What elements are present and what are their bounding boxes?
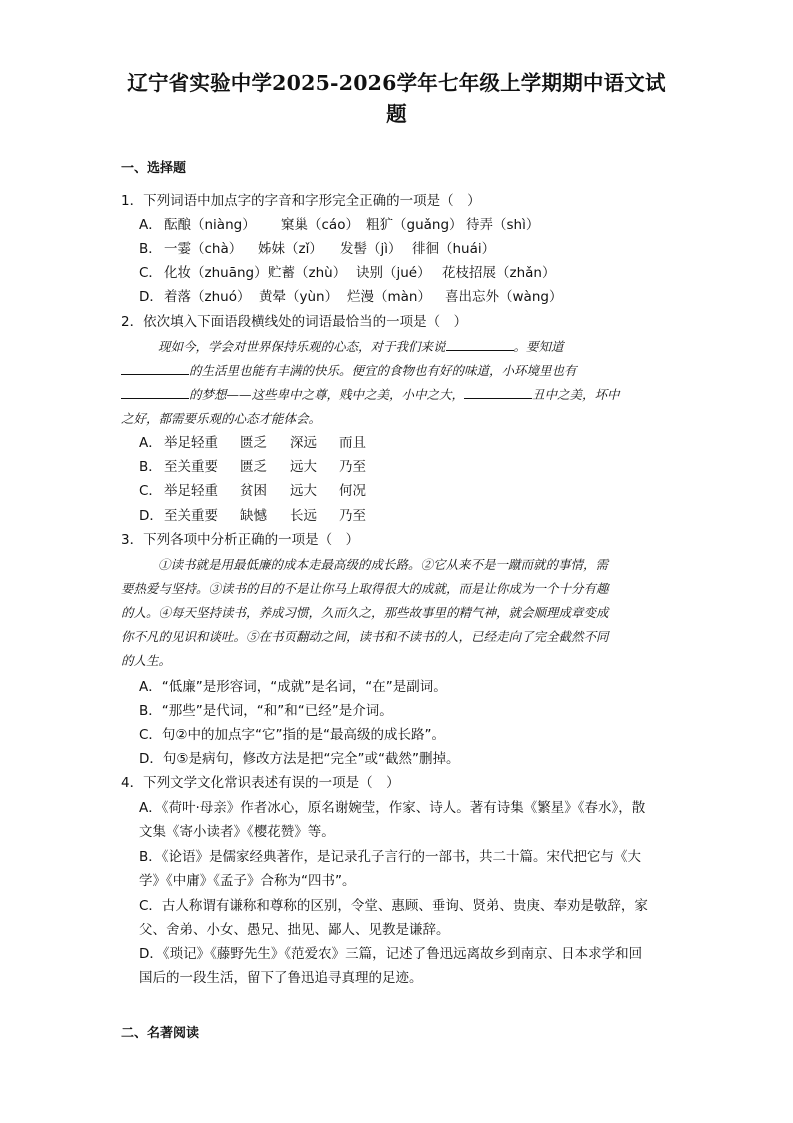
- option-word: 粗犷（guǎng）: [366, 217, 463, 233]
- option-word: 花枝招展（zhǎn）: [442, 265, 556, 281]
- fill-blank-3: [121, 386, 189, 399]
- passage-text: 的生活里也能有丰满的快乐。便宜的食物也有好的味道，小环境里也有: [189, 363, 577, 378]
- question-1-option-a: [139, 215, 539, 235]
- option-word: 黄晕（yùn）: [259, 289, 339, 305]
- question-4-option-c-line-1: C．古人称谓有谦称和尊称的区别，令堂、惠顾、垂询、贤弟、贵庚、奉劝是敬辞，家: [139, 898, 648, 914]
- title-line-1: 辽宁省实验中学2025-2026学年七年级上学期期中语文试: [127, 71, 666, 95]
- option-word: 长远: [290, 508, 317, 524]
- option-word: 至关重要: [164, 459, 218, 475]
- section-heading-classics: 二、名著阅读: [121, 1026, 200, 1041]
- option-word: 酝酿（niàng）: [164, 217, 256, 233]
- passage-text: 丑中之美，坏中: [532, 387, 620, 402]
- option-word: 窠巢（cáo）: [281, 217, 359, 233]
- question-2-option-b: [139, 457, 366, 477]
- option-word: 举足轻重: [164, 435, 218, 451]
- option-label: B．: [139, 241, 162, 257]
- question-4-option-b-line-1: B．《论语》是儒家经典著作，是记录孔子言行的一部书，共二十篇。宋代把它与《大: [139, 849, 642, 865]
- option-word: 化妆（zhuāng）: [164, 265, 268, 281]
- question-1-option-c: [139, 263, 555, 283]
- question-2-option-a: [139, 433, 366, 453]
- page-title: [90, 68, 703, 130]
- question-3-passage-line-3: 的人。④每天坚持读书，养成习惯，久而久之，那些故事里的精气神，就会顺理成章变成: [121, 605, 609, 620]
- option-word: 远大: [290, 483, 317, 499]
- question-2-passage-line-1: [158, 337, 564, 357]
- question-3-passage-line-4: 你不凡的见识和谈吐。⑤在书页翻动之间，读书和不读书的人，已经走向了完全截然不同: [121, 629, 609, 644]
- fill-blank-1: [446, 338, 514, 351]
- option-label: D．: [139, 289, 163, 305]
- question-4-option-d-line-2: 国后的一段生活，留下了鲁迅追寻真理的足迹。: [139, 970, 423, 986]
- option-word: 发髻（jì）: [340, 241, 402, 257]
- question-3-passage-line-5: 的人生。: [121, 653, 172, 668]
- option-word: 匮乏: [240, 435, 267, 451]
- option-word: 着落（zhuó）: [164, 289, 251, 305]
- option-label: C．: [139, 483, 162, 499]
- fill-blank-2: [121, 362, 189, 375]
- question-3-option-d: D．句⑤是病句，修改方法是把“完全”或“截然”删掉。: [139, 751, 460, 767]
- question-4-stem: 4．下列文学文化常识表述有误的一项是（ ）: [121, 775, 400, 791]
- question-2-option-d: [139, 506, 366, 526]
- question-2-passage-line-3: [121, 385, 620, 405]
- option-word: 深远: [290, 435, 317, 451]
- passage-text: 现如今，学会对世界保持乐观的心态，对于我们来说: [158, 339, 446, 354]
- question-2-passage-line-4: 之好，都需要乐观的心态才能体会。: [121, 411, 322, 426]
- option-word: 缺憾: [240, 508, 267, 524]
- option-word: 贮蓄（zhù）: [268, 265, 347, 281]
- question-3-passage-line-1: ①读书就是用最低廉的成本走最高级的成长路。②它从来不是一蹴而就的事情，需: [158, 557, 609, 572]
- option-word: 诀别（jué）: [356, 265, 431, 281]
- section-heading-choice: 一、选择题: [121, 161, 187, 176]
- option-label: C．: [139, 265, 162, 281]
- question-4-option-c-line-2: 父、舍弟、小女、愚兄、拙见、鄙人、见教是谦辞。: [139, 922, 450, 938]
- passage-text: 的梦想——这些卑中之尊，贱中之美，小中之大，: [189, 387, 465, 402]
- fill-blank-4: [464, 386, 532, 399]
- option-word: 至关重要: [164, 508, 218, 524]
- option-word: 贫困: [240, 483, 267, 499]
- option-word: 待弄（shì）: [466, 217, 540, 233]
- question-4-option-d-line-1: D．《琐记》《藤野先生》《范爱农》三篇，记述了鲁迅远离故乡到南京、日本求学和回: [139, 946, 643, 962]
- option-word: 姊妹（zǐ）: [258, 241, 323, 257]
- question-2-passage-line-2: [121, 361, 577, 381]
- question-1-option-b: [139, 239, 495, 259]
- option-word: 乃至: [339, 459, 366, 475]
- option-word: 徘徊（huái）: [412, 241, 496, 257]
- option-word: 喜出忘外（wàng）: [445, 289, 563, 305]
- passage-text: 。要知道: [513, 339, 564, 354]
- question-3-option-c: C．句②中的加点字“它”指的是“最高级的成长路”。: [139, 727, 446, 743]
- question-1-option-d: [139, 287, 562, 307]
- option-word: 一霎（chà）: [164, 241, 243, 257]
- option-label: A．: [139, 435, 162, 451]
- option-label: A．: [139, 217, 162, 233]
- option-word: 远大: [290, 459, 317, 475]
- question-1-stem: 1．下列词语中加点字的字音和字形完全正确的一项是（ ）: [121, 193, 481, 209]
- option-word: 烂漫（màn）: [347, 289, 431, 305]
- question-2-option-c: [139, 481, 366, 501]
- option-label: D．: [139, 508, 163, 524]
- title-line-2: 题: [386, 102, 407, 126]
- question-3-passage-line-2: 要热爱与坚持。③读书的目的不是让你马上取得很大的成就，而是让你成为一个十分有趣: [121, 581, 609, 596]
- option-word: 乃至: [339, 508, 366, 524]
- option-label: B．: [139, 459, 162, 475]
- option-word: 举足轻重: [164, 483, 218, 499]
- question-3-option-b: B．“那些”是代词，“和”和“已经”是介词。: [139, 703, 393, 719]
- question-3-stem: 3．下列各项中分析正确的一项是（ ）: [121, 532, 360, 548]
- question-2-stem: 2．依次填入下面语段横线处的词语最恰当的一项是（ ）: [121, 314, 468, 330]
- question-3-option-a: A．“低廉”是形容词，“成就”是名词，“在”是副词。: [139, 679, 447, 695]
- question-4-option-b-line-2: 学》《中庸》《孟子》合称为“四书”。: [139, 873, 356, 889]
- question-4-option-a-line-1: A．《荷叶·母亲》作者冰心，原名谢婉莹，作家、诗人。著有诗集《繁星》《春水》，散: [139, 800, 646, 816]
- question-4-option-a-line-2: 文集《寄小读者》《樱花赞》等。: [139, 824, 335, 840]
- option-word: 匮乏: [240, 459, 267, 475]
- option-word: 而且: [339, 435, 366, 451]
- option-word: 何况: [339, 483, 366, 499]
